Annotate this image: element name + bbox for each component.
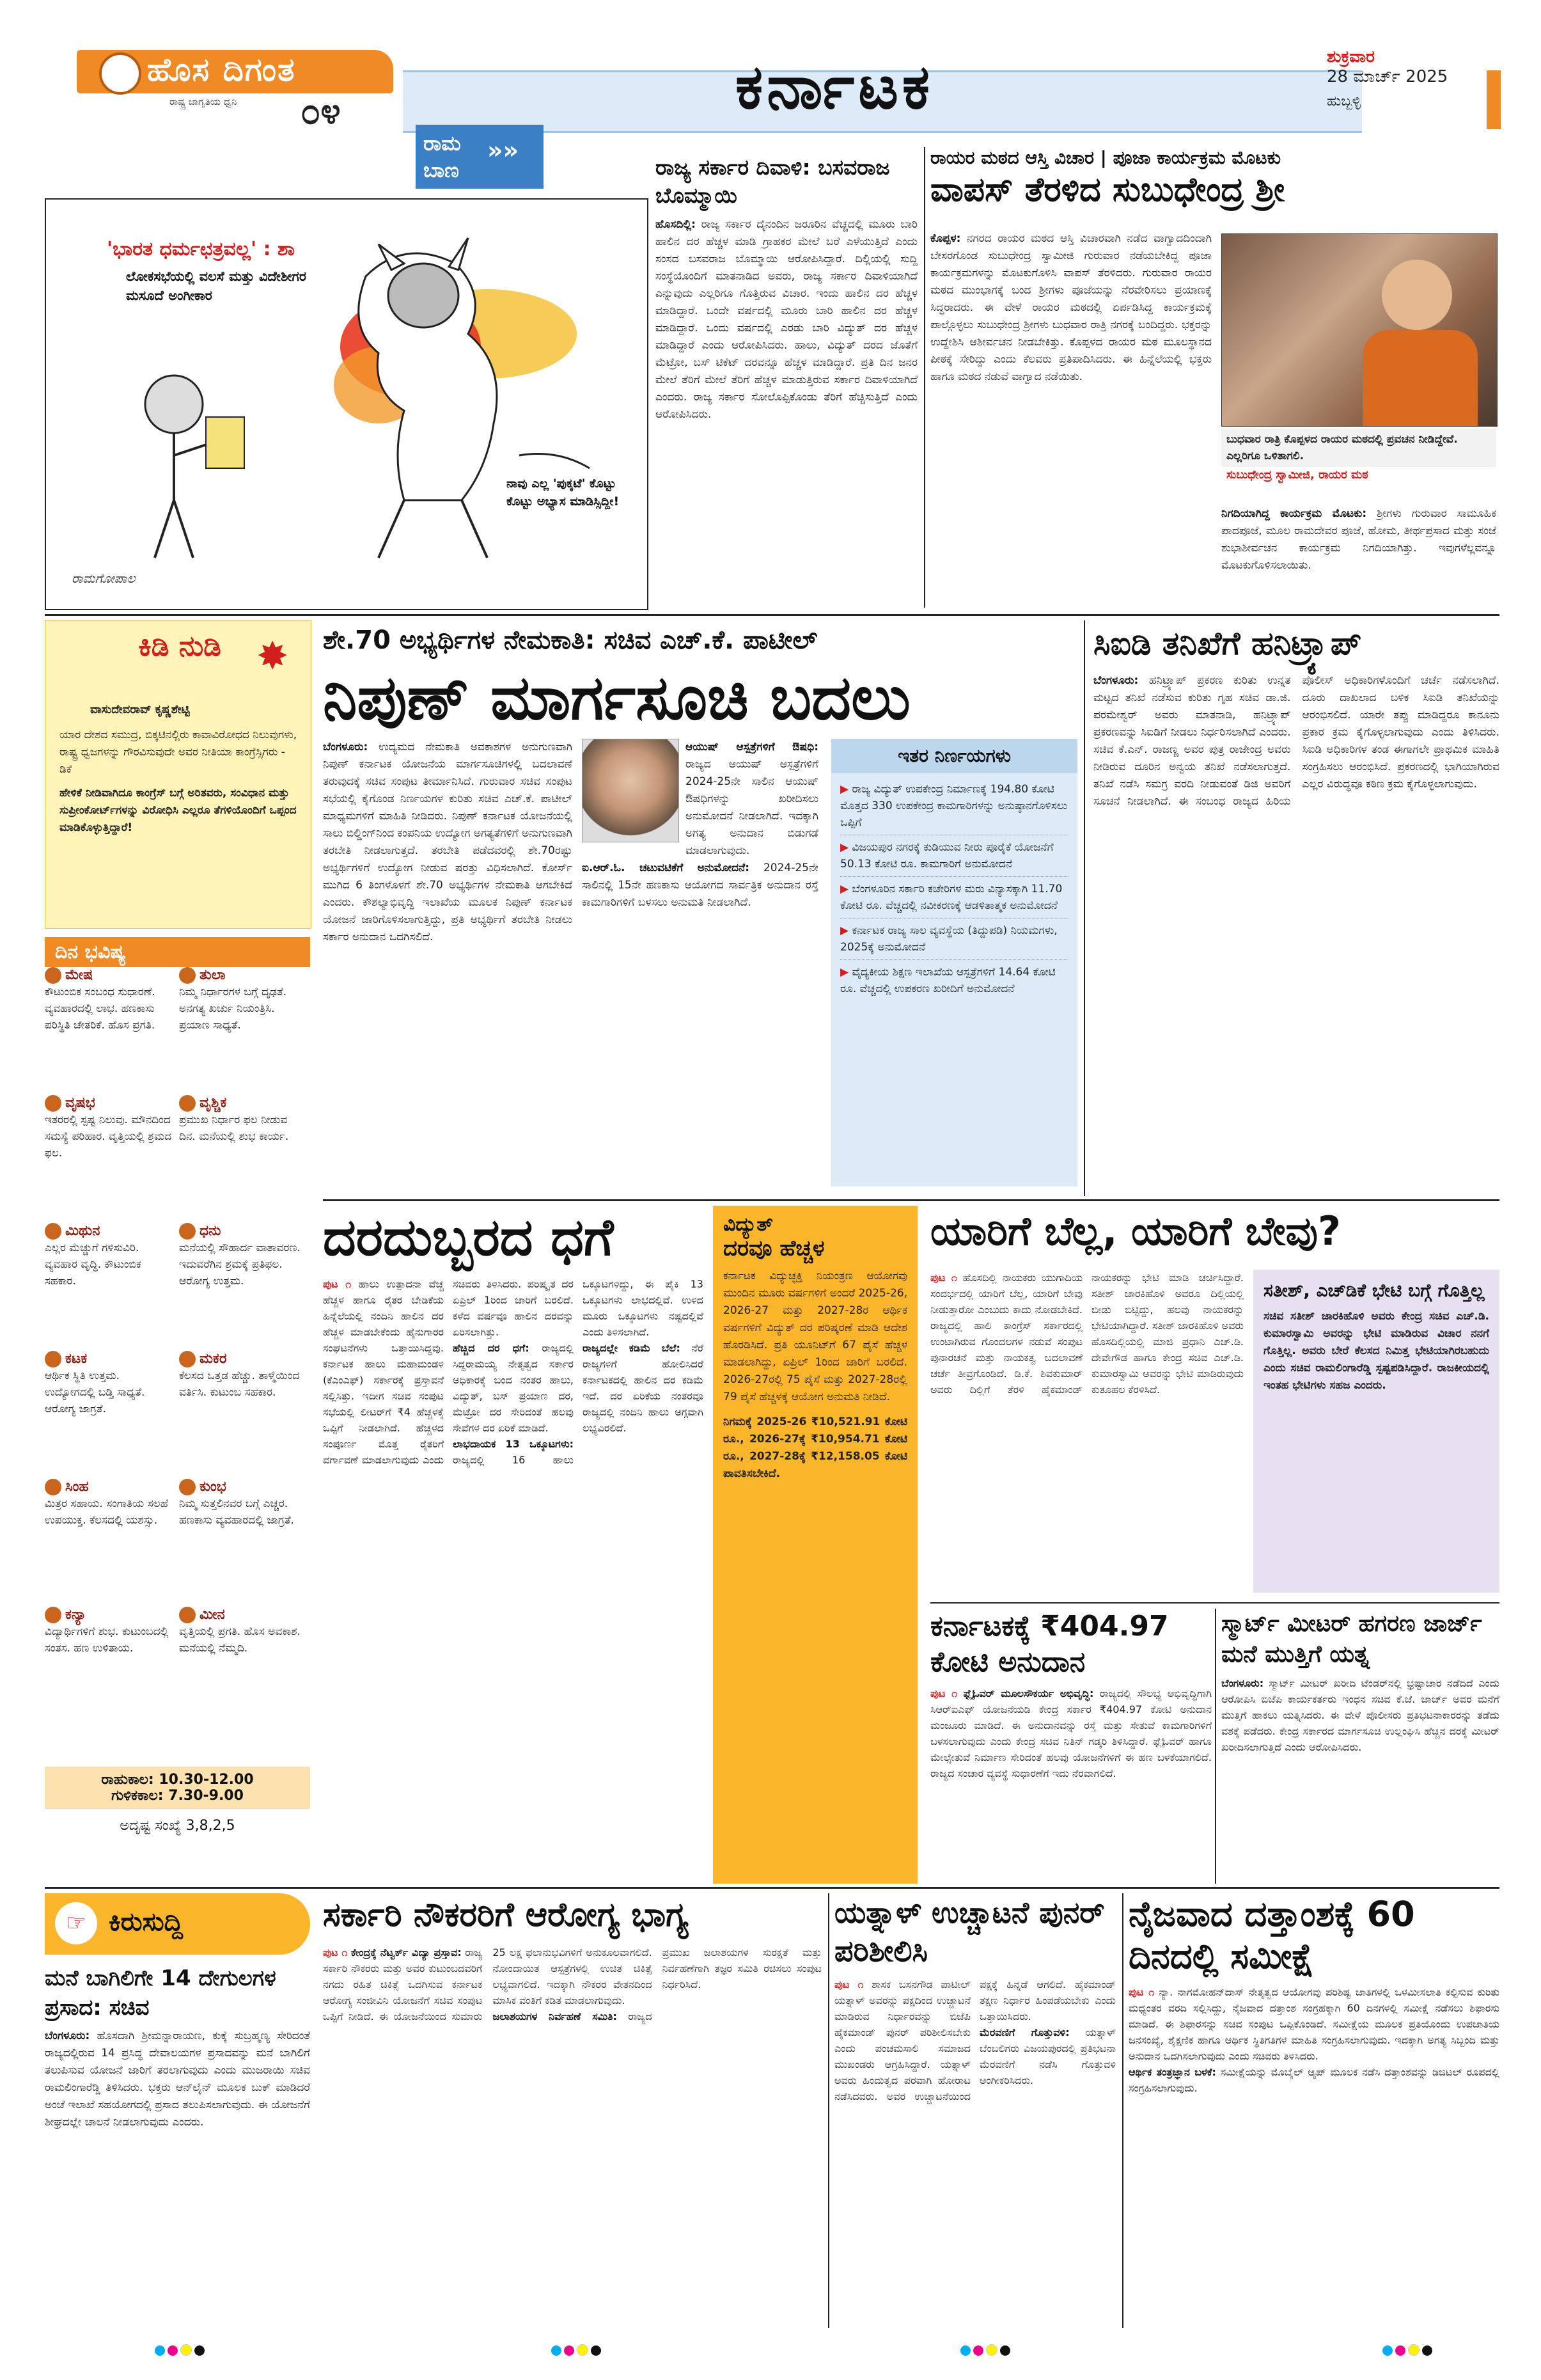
story-body: ರಾಜ್ಯ ಸರ್ಕಾರ ದೈನಂದಿನ ಜರೂರಿನ ವೆಚ್ಚದಲ್ಲಿ ಮೂರು ಬಾರಿ ಹಾಲಿನ ದರ ಹೆಚ್ಚಳ ಮಾಡಿ ಗ್ರಾಹಕರ ಮೇಲೆ ಬರೆ ಎಳೆಯುತ್ತಿದೆ ಎಂದು ಸಂಸದ ಬಸವರಾಜ ಬೊಮ್ಮಾಯಿ ಆರೋಪಿಸಿದ್ದಾರೆ. ದಿಲ್ಲಿಯಲ್ಲಿ ಸುದ್ದಿ ಸಂಸ್ಥೆಯೊಂದಿಗೆ ಮಾತನಾಡಿದ ಅವರು, ರಾಜ್ಯ ಸರ್ಕಾರ ದಿವಾಳಿಯಾಗಿದೆ ಎನ್ನುವುದು ಎಲ್ಲರಿಗೂ ಗೊತ್ತಿರುವ ವಿಚಾರ. ಇಂದು ಹಾಲಿನ ದರ ಹೆಚ್ಚಳ ಮಾಡಿದ್ದಾರೆ. ಒಂದೇ ವರ್ಷದಲ್ಲಿ ಮೂರು ಬಾರಿ ಹಾಲಿನ ದರ ಹೆಚ್ಚಳ ಮಾಡಿದ್ದಾರೆ. ಒಂದು ವರ್ಷದಲ್ಲಿ ಎರಡು ಬಾರಿ ವಿದ್ಯುತ್ ದರ ಹೆಚ್ಚಳ ಮಾಡಿದ್ದಾರೆ ಎಂದು ಆರೋಪಿಸಿದರು. ಹಾಲು, ವಿದ್ಯುತ್ ದರದ ಜೊತೆಗೆ ಮೆಟ್ರೋ, ಬಸ್ ಟಿಕೆಟ್ ದರವನ್ನೂ ಹೆಚ್ಚಳ ಮಾಡಿದ್ದಾರೆ. ಪ್ರತಿ ದಿನ ಜನರ ಮೇಲೆ ತೆರಿಗೆ ಮೇಲೆ ತೆರಿಗೆ ಹೆಚ್ಚಳ ಮಾಡುತ್ತಿರುವ ಸರ್ಕಾರ ದಿವಾಳಿಯಾಗಿದೆ ಎಂದರು. ರಾಜ್ಯ ಸರ್ಕಾರ ಸೋಲೊಪ್ಪಿಕೊಂಡು ತೆರಿಗೆ ಹೆಚ್ಚಿಸುತ್ತಿದೆ ಎಂದು ಆರೋಪಿಸಿದರು. [655,218,918,421]
headline[interactable]: ದರವೂ ಹೆಚ್ಚಳ [723,1236,825,1261]
decision-item: ▶ ರಾಜ್ಯ ವಿದ್ಯುತ್ ಉಪಕೇಂದ್ರ ನಿರ್ಮಾಣಕ್ಕೆ 194.80 ಕೋಟಿ ಮೊತ್ತದ 330 ಉಪಕೇಂದ್ರ ಕಾಮಗಾರಿಗಳನ್ನು ಅನುಷ್ಠಾನಗೊಳಿಸಲು ಒಪ್ಪಿಗೆ [840,777,1068,835]
story-bella: ಯಾರಿಗೆ ಬೆಲ್ಲ, ಯಾರಿಗೆ ಬೇವು? ಪುಟ ೧ ಹೊಸದಿಲ್ಲಿ ನಾಯಕರು ಯುಗಾದಿಯ ಸಂದರ್ಭದಲ್ಲಿ ಯಾರಿಗೆ ಬೆಲ್ಲ, ಯಾರಿಗೆ ಬೇವು ನೀಡುತ್ತಾರೋ ಎಂಬುದು ಕಾದು ನೋಡಬೇಕಿದೆ. ರಾಜ್ಯದಲ್ಲಿ ಹಾಲಿ ಕಾಂಗ್ರೆಸ್ ಸರ್ಕಾರದಲ್ಲಿ ಉಂಟಾಗಿರುವ ಗೊಂದಲಗಳ ನಡುವೆ ಸಂಪುಟ ಪುನಾರಚನೆ ಮತ್ತು ನಾಯಕತ್ವ ಬದಲಾವಣೆ ಚರ್ಚೆ ತೀವ್ರಗೊಂಡಿದೆ. ಡಿ.ಕೆ. ಶಿವಕುಮಾರ್ ಅವರು ದಿಲ್ಲಿಗೆ ತೆರಳಿ ಹೈಕಮಾಂಡ್ ನಾಯಕರನ್ನು ಭೇಟಿ ಮಾಡಿ ಚರ್ಚಿಸಿದ್ದಾರೆ. ಸತೀಶ್ ಜಾರಕಿಹೊಳಿ ಅವರೂ ದಿಲ್ಲಿಯಲ್ಲಿ ಬೀಡು ಬಿಟ್ಟಿದ್ದು, ಹಲವು ನಾಯಕರನ್ನು ಭೇಟಿಯಾಗಿದ್ದಾರೆ. ಸತೀಶ್ ಜಾರಕಿಹೊಳಿ ಅವರು ಹೊಸದಿಲ್ಲಿಯಲ್ಲಿ ಮಾಜಿ ಪ್ರಧಾನಿ ಎಚ್.ಡಿ. ದೇವೇಗೌಡ ಹಾಗೂ ಕೇಂದ್ರ ಸಚಿವ ಎಚ್.ಡಿ. ಕುಮಾರಸ್ವಾಮಿ ಅವರನ್ನು ಭೇಟಿ ಮಾಡಿರುವುದು ಕುತೂಹಲ ಕೆರಳಿಸಿದೆ. ಸತೀಶ್, ಎಚ್‌ಡಿಕೆ ಭೇಟಿ ಬಗ್ಗೆ ಗೊತ್ತಿಲ್ಲ ಸಚಿವ ಸತೀಶ್ ಜಾರಕಿಹೊಳಿ ಅವರು ಕೇಂದ್ರ ಸಚಿವ ಎಚ್.ಡಿ. ಕುಮಾರಸ್ವಾಮಿ ಅವರನ್ನು ಭೇಟಿ ಮಾಡಿರುವ ವಿಚಾರ ನನಗೆ ಗೊತ್ತಿಲ್ಲ. ಅವರು ಬೇರೆ ಕೆಲಸದ ನಿಮಿತ್ತ ಭೇಟಿಯಾಗಿರಬಹುದು ಎಂದು ಸಚಿವ ರಾಮಲಿಂಗಾರೆಡ್ಡಿ ಸ್ಪಷ್ಟಪಡಿಸಿದ್ದಾರೆ. ರಾಜಕೀಯದಲ್ಲಿ ಇಂತಹ ಭೇಟಿಗಳು ಸಹಜ ಎಂದರು. [930,1206,1499,1599]
registration-marks [550,2344,602,2358]
sign-mesha: ಮೇಷ ಕೌಟುಂಬಿಕ ಸಂಬಂಧ ಸುಧಾರಣೆ. ವ್ಯವಹಾರದಲ್ಲಿ ಲಾಭ. ಹಣಕಾಸು ಪರಿಸ್ಥಿತಿ ಚೇತರಿಕೆ. ಹೊಸ ಪ್ರಗತಿ. [45,967,155,1032]
decision-item: ▶ ವಿಜಯಪುರ ನಗರಕ್ಕೆ ಕುಡಿಯುವ ನೀರು ಪೂರೈಕೆ ಯೋಜನೆಗೆ 50.13 ಕೋಟಿ ರೂ. ಕಾಮಗಾರಿಗೆ ಅನುಮೋದನೆ [840,835,1068,877]
story-smart-meter: ಸ್ಮಾರ್ಟ್ ಮೀಟರ್ ಹಗರಣ ಜಾರ್ಜ್ ಮನೆ ಮುತ್ತಿಗೆ ಯತ್ನ ಬೆಂಗಳೂರು: ಸ್ಮಾರ್ಟ್ ಮೀಟರ್ ಖರೀದಿ ಟೆಂಡರ್‌ನಲ್ಲಿ ಭ್ರಷ್ಟಾಚಾರ ನಡೆದಿದೆ ಎಂದು ಆರೋಪಿಸಿ ಬಿಜೆಪಿ ಕಾರ್ಯಕರ್ತರು ಇಂಧನ ಸಚಿವ ಕೆ.ಜೆ. ಜಾರ್ಜ್ ಅವರ ಮನೆಗೆ ಮುತ್ತಿಗೆ ಹಾಕಲು ಯತ್ನಿಸಿದರು. ಈ ವೇಳೆ ಪೊಲೀಸರು ಪ್ರತಿಭಟನಾಕಾರರನ್ನು ತಡೆದು ವಶಕ್ಕೆ ಪಡೆದರು. ಕೇಂದ್ರ ಸರ್ಕಾರದ ಮಾರ್ಗಸೂಚಿ ಉಲ್ಲಂಘಿಸಿ ಹೆಚ್ಚಿನ ದರಕ್ಕೆ ಮೀಟರ್ ಖರೀದಿಸಲಾಗುತ್ತಿದೆ ಎಂದು ಆರೋಪಿಸಿದರು. [1221,1609,1499,1884]
taurus-icon [45,1095,61,1112]
box-title: ಇತರ ನಿರ್ಣಯಗಳು [831,739,1077,773]
decision-item: ▶ ಕರ್ನಾಟಕ ರಾಜ್ಯ ಸಾಲ ವ್ಯವಸ್ಥೆಯ (ತಿದ್ದುಪಡಿ) ನಿಯಮಗಳು, 2025ಕ್ಕೆ ಅನುಮೋದನೆ [840,918,1068,960]
headline[interactable]: ಯತ್ನಾಳ್ ಉಚ್ಚಾಟನೆ ಪುನರ್ ಪರಿಶೀಲಿಸಿ [834,1895,1105,1968]
story-bommai [655,154,918,608]
registration-marks [153,2344,206,2358]
mugshot [582,739,679,842]
aries-icon [45,967,61,984]
capricorn-icon [179,1351,196,1367]
column-tag: ರಾಮ ಬಾಣ »» [416,125,544,189]
kicker: ರಾಯರ ಮಠದ ಆಸ್ತಿ ವಿಚಾರ | ಪೂಜಾ ಕಾರ್ಯಕ್ರಮ ಮೊಟಕು [930,147,1281,168]
kicker: ವಿದ್ಯುತ್ [723,1213,774,1236]
headline[interactable]: ನಿಪುಣ್ ಮಾರ್ಗಸೂಚಿ ಬದಲು [323,662,911,734]
paper-name: ಹೊಸ ದಿಗಂತ [147,51,296,88]
news-photo [1221,233,1498,427]
scorpio-icon [179,1095,196,1112]
kiru-suddi-header: ☞ ಕಿರುಸುದ್ದಿ [45,1893,310,1955]
story-nipun: ಶೇ.70 ಅಭ್ಯರ್ಥಿಗಳ ನೇಮಕಾತಿ: ಸಚಿವ ಎಚ್.ಕೆ. ಪಾಟೀಲ್ ನಿಪುಣ್ ಮಾರ್ಗಸೂಚಿ ಬದಲು ಬೆಂಗಳೂರು: ಉದ್ಯಮದ ನೇಮಕಾತಿ ಅವಕಾಶಗಳ ಅನುಗುಣವಾಗಿ ನಿಪುಣ್ ಕರ್ನಾಟಕ ಯೋಜನೆಯ ಮಾರ್ಗಸೂಚಿಗಳಲ್ಲಿ ಬದಲಾವಣೆ ತರುವುದಕ್ಕೆ ಸಚಿವ ಸಂಪುಟ ತೀರ್ಮಾನಿಸಿದೆ. ಗುರುವಾರ ಸಚಿವ ಸಂಪುಟ ಸಭೆಯಲ್ಲಿ ಕೈಗೊಂಡ ನಿರ್ಣಯಗಳ ಕುರಿತು ಸಚಿವ ಎಚ್.ಕೆ. ಪಾಟೀಲ್ ಮಾಧ್ಯಮಗಳಿಗೆ ಮಾಹಿತಿ ನೀಡಿದರು. ನಿಪುಣ್ ಕರ್ನಾಟಕ ಯೋಜನೆಯಲ್ಲಿ ಸಾಲು ಬಿಲ್ಡಿಂಗ್‌ನಿಂದ ಕಂಪನಿಯ ಉದ್ಯೋಗ ಅಗತ್ಯತೆಗಳಿಗೆ ಅನುಗುಣವಾಗಿ ತರಬೇತಿ ನೀಡಲಾಗುತ್ತದೆ. ತರಬೇತಿ ಪಡೆದವರಲ್ಲಿ ಶೇ.70ರಷ್ಟು ಅಭ್ಯರ್ಥಿಗಳಿಗೆ ಉದ್ಯೋಗ ನೀಡುವ ಷರತ್ತು ವಿಧಿಸಲಾಗಿದೆ. ಕೋರ್ಸ್ ಮುಗಿದ 6 ತಿಂಗಳೊಳಗೆ ಶೇ.70 ಅಭ್ಯರ್ಥಿಗಳ ನೇಮಕಾತಿ ಆಗಬೇಕಿದೆ ಎಂದರು. ಕೌಶಲ್ಯಾಭಿವೃದ್ಧಿ ಇಲಾಖೆಯ ಮೂಲಕ ನಿಪುಣ್ ಕರ್ನಾಟಕ ಯೋಜನೆ ಜಾರಿಗೊಳಿಸಲಾಗುತ್ತಿದ್ದು, ಪ್ರತಿ ಅಭ್ಯರ್ಥಿಗೆ ತರಬೇತಿ ನೀಡಲು ಸರ್ಕಾರ ಅನುದಾನ ಒದಗಿಸಲಿದೆ. ಆಯುಷ್ ಆಸ್ಪತ್ರೆಗಳಿಗೆ ಔಷಧಿ: ರಾಜ್ಯದ ಆಯುಷ್ ಆಸ್ಪತ್ರೆಗಳಿಗೆ 2024-25ನೇ ಸಾಲಿನ ಆಯುಷ್ ಔಷಧಿಗಳನ್ನು ಖರೀದಿಸಲು ಅನುಮೋದನೆ ನೀಡಲಾಗಿದೆ. ಇದಕ್ಕಾಗಿ ಅಗತ್ಯ ಅನುದಾನ ಬಿಡುಗಡೆ ಮಾಡಲಾಗುವುದು. ಐ.ಆರ್.ಓ. ಚಟುವಟಿಕೆಗೆ ಅನುಮೋದನೆ: 2024-25ನೇ ಸಾಲಿನಲ್ಲಿ 15ನೇ ಹಣಕಾಸು ಆಯೋಗದ ಸಾರ್ವತ್ರಿಕ ಅನುದಾನ ರಸ್ತೆ ಕಾಮಗಾರಿಗಳಿಗೆ ಬಳಸಲು ಅನುಮತಿ ನೀಡಲಾಗಿದೆ. ಇತರ ನಿರ್ಣಯಗಳು ▶ ರಾಜ್ಯ ವಿದ್ಯುತ್ ಉಪಕೇಂದ್ರ ನಿರ್ಮಾಣಕ್ಕೆ 194.80 ಕೋಟಿ ಮೊತ್ತದ 330 ಉಪಕೇಂದ್ರ ಕಾಮಗಾರಿಗಳನ್ನು ಅನುಷ್ಠಾನಗೊಳಿಸಲು ಒಪ್ಪಿಗೆ ▶ ವಿಜಯಪುರ ನಗರಕ್ಕೆ ಕುಡಿಯುವ ನೀರು ಪೂರೈಕೆ ಯೋಜನೆಗೆ 50.13 ಕೋಟಿ ರೂ. ಕಾಮಗಾರಿಗೆ ಅನುಮೋದನೆ ▶ ಬೆಂಗಳೂರಿನ ಸರ್ಕಾರಿ ಕಚೇರಿಗಳ ಮರು ವಿನ್ಯಾಸಕ್ಕಾಗಿ 11.70 ಕೋಟಿ ರೂ. ವೆಚ್ಚದಲ್ಲಿ ನವೀಕರಣಕ್ಕೆ ಆಡಳಿತಾತ್ಮಕ ಅನುಮೋದನೆ ▶ ಕರ್ನಾಟಕ ರಾಜ್ಯ ಸಾಲ ವ್ಯವಸ್ಥೆಯ (ತಿದ್ದುಪಡಿ) ನಿಯಮಗಳು, 2025ಕ್ಕೆ ಅನುಮೋದನೆ ▶ ವೈದ್ಯಕೀಯ ಶಿಕ್ಷಣ ಇಲಾಖೆಯ ಆಸ್ಪತ್ರೆಗಳಿಗೆ 14.64 ಕೋಟಿ ರೂ. ವೆಚ್ಚದಲ್ಲಿ ಉಪಕರಣ ಖರೀದಿಗೆ ಅನುಮೋದನೆ [323,624,1077,1196]
cartoon-panel [45,198,648,610]
megaphone-icon: ☞ [55,1902,97,1944]
paper-tagline: ರಾಷ್ಟ್ರ ಜಾಗೃತಿಯ ಧ್ವನಿ [169,96,237,107]
virgo-icon [45,1607,61,1623]
decision-item: ▶ ಬೆಂಗಳೂರಿನ ಸರ್ಕಾರಿ ಕಚೇರಿಗಳ ಮರು ವಿನ್ಯಾಸಕ್ಕಾಗಿ 11.70 ಕೋಟಿ ರೂ. ವೆಚ್ಚದಲ್ಲಿ ನವೀಕರಣಕ್ಕೆ ಆಡಳಿತಾತ್ಮಕ ಅನುಮೋದನೆ [840,877,1068,918]
lucky-numbers: ಅದೃಷ್ಟ ಸಂಖ್ಯೆ 3,8,2,5 [120,1818,235,1834]
cartoon-caption-sub: ಲೋಕಸಭೆಯಲ್ಲಿ ವಲಸೆ ಮತ್ತು ವಿದೇಶೀಗರ ಮಸೂದೆ ಅಂಗೀಕಾರ [126,269,306,303]
page-number: ೦೪ [301,91,341,132]
sagittarius-icon [179,1223,196,1240]
chevron-right-icon: »» [487,136,519,164]
story-body: ನಗರದ ರಾಯರ ಮಠದ ಆಸ್ತಿ ವಿಚಾರವಾಗಿ ನಡೆದ ವಾಗ್ವಾದದಿಂದಾಗಿ ಬೇಸರಗೊಂಡ ಸುಬುಧೇಂದ್ರ ಸ್ವಾಮೀಜಿ ಗುರುವಾರ ನಡೆಯಬೇಕಿದ್ದ ಪೂಜಾ ಕಾರ್ಯಕ್ರಮಗಳನ್ನು ಮೊಟಕುಗೊಳಿಸಿ ವಾಪಸ್ ತೆರಳಿದರು. ಗುರುವಾರ ರಾಯರ ಮಠದ ಮುಂಭಾಗಕ್ಕೆ ಬಂದ ಶ್ರೀಗಳು ಪೂಜೆಯನ್ನು ನೆರವೇರಿಸಲು ಪ್ರಯಾಣಕ್ಕೆ ಸಿದ್ಧರಾದರು. ಈ ವೇಳೆ ರಾಯರ ಮಠದಲ್ಲಿ ಏರ್ಪಡಿಸಿದ್ದ ಕಾರ್ಯಕ್ರಮಕ್ಕೆ ಪಾಲ್ಗೊಳ್ಳಲು ಸುಬುಧೇಂದ್ರ ಶ್ರೀಗಳು ಬುಧವಾರ ರಾತ್ರಿ ನಗರಕ್ಕೆ ಬಂದಿದ್ದರು. ಭಕ್ತರನ್ನು ಉದ್ದೇಶಿಸಿ ಆಶೀರ್ವಚನ ನೀಡಬೇಕಿತ್ತು. ಕೊಪ್ಪಳದ ರಾಯರ ಮಠ ಮೂಲಸ್ಥಾನದ ಪೀಠಕ್ಕೆ ಸೇರಿದ್ದು ಎಂದು ಕೆಲವರು ಪ್ರತಿಪಾದಿಸಿದರು. ಈ ಹಿನ್ನೆಲೆಯಲ್ಲಿ ಭಕ್ತರು ಹಾಗೂ ಮಠದ ನಡುವೆ ವಾಗ್ವಾದ ನಡೆಯಿತು. [930,232,1212,383]
kicker: ಶೇ.70 ಅಭ್ಯರ್ಥಿಗಳ ನೇಮಕಾತಿ: ಸಚಿವ ಎಚ್.ಕೆ. ಪಾಟೀಲ್ [323,626,818,655]
sign-vrishabha: ವೃಷಭ ಇತರರಲ್ಲಿ ಸ್ಪಷ್ಟ ನಿಲುವು. ಮೌನದಿಂದ ಸಮಸ್ಯೆ ಪರಿಹಾರ. ವೃತ್ತಿಯಲ್ಲಿ ಶ್ರಮದ ಫಲ. [45,1095,172,1160]
headline[interactable]: ಯಾರಿಗೆ ಬೆಲ್ಲ, ಯಾರಿಗೆ ಬೇವು? [930,1208,1341,1254]
horoscope-grid [45,967,310,1767]
arrow-icon: ▶ [840,966,852,979]
cartoon-speech-bubble: ನಾವು ಎಲ್ಲ 'ಪುಕ್ಕಟೆ' ಕೊಟ್ಟು ಕೊಟ್ಟು ಅಭ್ಯಾಸ ಮಾಡಿಸ್ಸಿದ್ದೀ! [506,477,620,508]
cartoon-caption-title: 'ಭಾರತ ಧರ್ಮಛತ್ರವಲ್ಲ' : ಶಾ [107,238,295,260]
sign-kataka: ಕಟಕ ಆರ್ಥಿಕ ಸ್ಥಿತಿ ಉತ್ತಮ. ಉದ್ಯೋಗದಲ್ಲಿ ಬಡ್ತಿ ಸಾಧ್ಯತೆ. ಆರೋಗ್ಯ ಜಾಗ್ರತೆ. [45,1351,145,1415]
sign-kanya: ಕನ್ಯಾ ವಿದ್ಯಾರ್ಥಿಗಳಿಗೆ ಶುಭ. ಕುಟುಂಬದಲ್ಲಿ ಸಂತಸ. ಹಣ ಉಳಿತಾಯ. [45,1607,169,1655]
pisces-icon [179,1607,196,1623]
paper-logo [45,45,403,134]
logo-emblem-icon [99,52,141,95]
dateline: ಕೊಪ್ಪಳ: [930,232,961,245]
power-rate-box: ವಿದ್ಯುತ್ ದರವೂ ಹೆಚ್ಚಳ ಕರ್ನಾಟಕ ವಿದ್ಯುಚ್ಛಕ್ತಿ ನಿಯಂತ್ರಣ ಆಯೋಗವು ಮುಂದಿನ ಮೂರು ವರ್ಷಗಳಿಗೆ ಅಂದರೆ 2025-26, 2026-27 ಮತ್ತು 2027-28ರ ಆರ್ಥಿಕ ವರ್ಷಗಳಿಗೆ ವಿದ್ಯುತ್ ದರ ಪರಿಷ್ಕರಣೆ ಮಾಡಿ ಆದೇಶ ಹೊರಡಿಸಿದೆ. ಪ್ರತಿ ಯೂನಿಟ್‌ಗೆ 67 ಪೈಸೆ ಹೆಚ್ಚಳ ಮಾಡಲಾಗಿದ್ದು, ಏಪ್ರಿಲ್ 1ರಿಂದ ಜಾರಿಗೆ ಬರಲಿದೆ. 2026-27ರಲ್ಲಿ 75 ಪೈಸೆ ಮತ್ತು 2027-28ರಲ್ಲಿ 79 ಪೈಸೆ ಹೆಚ್ಚಳಕ್ಕೆ ಆಯೋಗ ಅನುಮತಿ ನೀಡಿದೆ. ನಿಗಮಕ್ಕೆ 2025-26 ₹10,521.91 ಕೋಟಿ ರೂ., 2026-27ಕ್ಕೆ ₹10,954.71 ಕೋಟಿ ರೂ., 2027-28ಕ್ಕೆ ₹12,158.05 ಕೋಟಿ ಪಾವತಿಸಬೇಕಿದೆ. [713,1206,918,1884]
kala-box: ರಾಹುಕಾಲ: 10.30-12.00 ಗುಳಿಕಕಾಲ: 7.30-9.00 [45,1767,310,1809]
story-prices: ದರದುಬ್ಬರದ ಧಗೆ ಪುಟ ೧ ಹಾಲು ಉತ್ಪಾದನಾ ವೆಚ್ಚ ಹೆಚ್ಚಳ ಹಾಗೂ ರೈತರ ಬೇಡಿಕೆಯ ಹಿನ್ನೆಲೆಯಲ್ಲಿ ನಂದಿನಿ ಹಾಲಿನ ದರ ಹೆಚ್ಚಳ ಮಾಡಬೇಕೆಂದು ಹೈನುಗಾರರ ಸಂಘಟನೆಗಳು ಒತ್ತಾಯಿಸಿದ್ದವು. ಕರ್ನಾಟಕ ಹಾಲು ಮಹಾಮಂಡಳಿ (ಕೆಎಂಎಫ್) ಸರ್ಕಾರಕ್ಕೆ ಪ್ರಸ್ತಾವನೆ ಸಲ್ಲಿಸಿತ್ತು. ಇದೀಗ ಸಚಿವ ಸಂಪುಟ ಸಭೆಯಲ್ಲಿ ಲೀಟರ್‌ಗೆ ₹4 ಹೆಚ್ಚಳಕ್ಕೆ ಒಪ್ಪಿಗೆ ನೀಡಲಾಗಿದೆ. ಹೆಚ್ಚಳದ ಸಂಪೂರ್ಣ ಮೊತ್ತ ರೈತರಿಗೆ ವರ್ಗಾವಣೆ ಮಾಡಲಾಗುವುದು ಎಂದು ಸಚಿವರು ತಿಳಿಸಿದರು. ಪರಿಷ್ಕೃತ ದರ ಏಪ್ರಿಲ್ 1ರಿಂದ ಜಾರಿಗೆ ಬರಲಿದೆ. ಕಳೆದ ವರ್ಷವೂ ಹಾಲಿನ ದರವನ್ನು ಏರಿಸಲಾಗಿತ್ತು. ಹೆಚ್ಚಿದ ದರ ಧಗೆ: ರಾಜ್ಯದಲ್ಲಿ ಸಿದ್ದರಾಮಯ್ಯ ನೇತೃತ್ವದ ಸರ್ಕಾರ ಅಧಿಕಾರಕ್ಕೆ ಬಂದ ನಂತರ ಹಾಲು, ವಿದ್ಯುತ್, ಬಸ್ ಪ್ರಯಾಣ ದರ, ಮೆಟ್ರೋ ದರ ಸೇರಿದಂತೆ ಹಲವು ಸೇವೆಗಳ ದರ ಏರಿಕೆ ಮಾಡಿದೆ. ಲಾಭದಾಯಕ 13 ಒಕ್ಕೂಟಗಳು: ರಾಜ್ಯದಲ್ಲಿ 16 ಹಾಲು ಒಕ್ಕೂಟಗಳಿದ್ದು, ಈ ಪೈಕಿ 13 ಒಕ್ಕೂಟಗಳು ಲಾಭದಲ್ಲಿವೆ. ಉಳಿದ ಮೂರು ಒಕ್ಕೂಟಗಳು ನಷ್ಟದಲ್ಲಿವೆ ಎಂದು ತಿಳಿಸಲಾಗಿದೆ. ರಾಜ್ಯದಲ್ಲೇ ಕಡಿಮೆ ಬೆಲೆ: ನೆರೆ ರಾಜ್ಯಗಳಿಗೆ ಹೋಲಿಸಿದರೆ ಕರ್ನಾಟಕದಲ್ಲಿ ಹಾಲಿನ ದರ ಕಡಿಮೆ ಇದೆ. ದರ ಏರಿಕೆಯ ನಂತರವೂ ರಾಜ್ಯದಲ್ಲಿ ನಂದಿನಿ ಹಾಲು ಅಗ್ಗವಾಗಿ ಲಭ್ಯವಿರಲಿದೆ. [323,1206,703,1884]
headline[interactable]: ನೈಜವಾದ ದತ್ತಾಂಶಕ್ಕೆ 60 ದಿನದಲ್ಲಿ ಸಮೀಕ್ಷೆ [1129,1894,1415,1976]
headline[interactable]: ಮನೆ ಬಾಗಿಲಿಗೇ 14 ದೇಗುಲಗಳ ಪ್ರಸಾದ: ಸಚಿವ [45,1966,276,2021]
sign-dhanu: ಧನು ಮನೆಯಲ್ಲಿ ಸೌಹಾರ್ದ ವಾತಾವರಣ. ಇದುವರೆಗಿನ ಶ್ರಮಕ್ಕೆ ಪ್ರತಿಫಲ. ಆರೋಗ್ಯ ಉತ್ತಮ. [179,1223,301,1288]
leo-icon [45,1479,61,1495]
libra-icon [179,967,196,984]
sign-meena: ಮೀನ ವೃತ್ತಿಯಲ್ಲಿ ಪ್ರಗತಿ. ಹೊಸ ಅವಕಾಶ. ಮನೆಯಲ್ಲಿ ನೆಮ್ಮದಿ. [179,1607,301,1655]
headline[interactable]: ಕರ್ನಾಟಕಕ್ಕೆ ₹404.97 ಕೋಟಿ ಅನುದಾನ [930,1610,1169,1678]
other-decisions-box [831,739,1077,1186]
headline[interactable]: ವಾಪಸ್ ತೆರಳಿದ ಸುಬುಧೇಂದ್ರ ಶ್ರೀ [930,171,1285,209]
sign-simha: ಸಿಂಹ ಮಿತ್ರರ ಸಹಾಯ. ಸಂಗಾತಿಯ ಸಲಹೆ ಉಪಯುಕ್ತ. ಕೆಲಸದಲ್ಲಿ ಯಶಸ್ಸು. [45,1479,169,1527]
cartoon-illustration [46,200,647,609]
horoscope-title: ದಿನ ಭವಿಷ್ಯ [45,937,310,967]
spark-icon: ✸ [256,634,289,679]
cartoon-artist-signature: ರಾಮಗೋಪಾಲ [72,571,136,586]
sign-tula: ತುಲಾ ನಿಮ್ಮ ನಿರ್ಧಾರಗಳ ಬಗ್ಗೆ ದೃಢತೆ. ಅನಗತ್ಯ ಖರ್ಚು ನಿಯಂತ್ರಿಸಿ. ಪ್ರಯಾಣ ಸಾಧ್ಯತೆ. [179,967,287,1032]
kidi-nudi-title: ಕಿಡಿ ನುಡಿ [138,630,221,663]
registration-marks [1381,2344,1434,2358]
decision-item: ▶ ವೈದ್ಯಕೀಯ ಶಿಕ್ಷಣ ಇಲಾಖೆಯ ಆಸ್ಪತ್ರೆಗಳಿಗೆ 14.64 ಕೋಟಿ ರೂ. ವೆಚ್ಚದಲ್ಲಿ ಉಪಕರಣ ಖರೀದಿಗೆ ಅನುಮೋದನೆ [840,966,1056,995]
registration-marks [959,2344,1012,2358]
cancer-icon [45,1351,61,1367]
byline: ವಾಸುದೇವರಾವ್ ಕೃಷ್ಣಶೇಟ್ಟಿ [90,703,190,716]
section-title: ಕರ್ನಾಟಕ [735,51,934,123]
aquarius-icon [179,1479,196,1495]
headline[interactable]: ದರದುಬ್ಬರದ ಧಗೆ [323,1208,614,1267]
date-label: 28 ಮಾರ್ಚ್ 2025 [1327,67,1448,86]
sign-kumbha: ಕುಂಭ ನಿಮ್ಮ ಸುತ್ತಲಿನವರ ಬಗ್ಗೆ ಎಚ್ಚರ. ಹಣಕಾಸು ವ್ಯವಹಾರದಲ್ಲಿ ಜಾಗ್ರತೆ. [179,1479,294,1527]
story-grant: ಕರ್ನಾಟಕಕ್ಕೆ ₹404.97 ಕೋಟಿ ಅನುದಾನ ಪುಟ ೧ ಫ್ಲೈಓವರ್ ಮೂಲಸೌಕರ್ಯ ಅಭಿವೃದ್ಧಿ: ರಾಜ್ಯದಲ್ಲಿ ಸೌಲಭ್ಯ ಅಭಿವೃದ್ಧಿಗಾಗಿ ಸಿಆರ್‌ಐಎಫ್ ಯೋಜನೆಯಡಿ ಕೇಂದ್ರ ಸರ್ಕಾರ ₹404.97 ಕೋಟಿ ಅನುದಾನ ಮಂಜೂರು ಮಾಡಿದೆ. ಈ ಅನುದಾನವನ್ನು ರಸ್ತೆ ಮತ್ತು ಸೇತುವೆ ಕಾಮಗಾರಿಗಳಿಗೆ ಬಳಸಲಾಗುವುದು ಎಂದು ಕೇಂದ್ರ ಸಚಿವ ನಿತಿನ್ ಗಡ್ಕರಿ ತಿಳಿಸಿದ್ದಾರೆ. ಫ್ಲೈಓವರ್ ಹಾಗೂ ಮೇಲ್ಸೇತುವೆ ನಿರ್ಮಾಣ ಸೇರಿದಂತೆ ಹಲವು ಯೋಜನೆಗಳಿಗೆ ಈ ಹಣ ಬಳಕೆಯಾಗಲಿದೆ. ರಾಜ್ಯದ ಸಂಚಾರ ವ್ಯವಸ್ಥೆ ಸುಧಾರಣೆಗೆ ಇದು ನೆರವಾಗಲಿದೆ. [930,1610,1212,1779]
masthead [45,45,1499,141]
kidi-nudi-box: ಕಿಡಿ ನುಡಿ ✸ ವಾಸುದೇವರಾವ್ ಕೃಷ್ಣಶೇಟ್ಟಿ ಯಾರ ದೇಶದ ಸಮುದ್ರ, ಬಿಕ್ಕಟಿನಲ್ಲಿರು ಕಾವಾವಿರೋಧದ ನಿಲುವುಗಳು, ರಾಷ್ಟ್ರ ಧ್ವಜಗಳನ್ನು ಗೌರವಿಸುವುದೇ ಅವರ ನೀತಿಯಾ ಕಾಂಗ್ರೆಸ್ಸಿಗರು - ಡಿಕೆ ಹೇಳಿಕೆ ನೀಡಿವಾಗಿದೂ ಕಾಂಗ್ರೆಸ್ ಬಗ್ಗೆ ಅರಿತವರು, ಸಂವಿಧಾನ ಮತ್ತು ಸುಪ್ರೀಂಕೋರ್ಟ್‌ಗಳನ್ನು ವಿರೋಧಿಸಿ ಎಲ್ಲರೂ ತೆಗಳಿಯೊಂದಿಗೆ ಒಪ್ಪಂದ ಮಾಡಿಕೊಳ್ಳುತ್ತಿದ್ದಾರೆ! [45,620,311,929]
arrow-icon: ▶ [840,841,852,854]
photo-person-icon [1382,260,1452,330]
date-block [1327,47,1467,109]
headline[interactable]: ರಾಜ್ಯ ಸರ್ಕಾರ ದಿವಾಳಿ: ಬಸವರಾಜ ಬೊಮ್ಮಾಯಿ [655,155,890,208]
dateline: ಹೊಸದಿಲ್ಲಿ: [655,218,696,231]
sign-vrishchika: ವೃಶ್ಚಿಕ ಪ್ರಮುಖ ನಿರ್ಧಾರ ಫಲ ನೀಡುವ ದಿನ. ಮನೆಯಲ್ಲಿ ಶುಭ ಕಾರ್ಯ. [179,1095,289,1143]
sign-mithuna: ಮಿಥುನ ಎಲ್ಲರ ಮೆಚ್ಚುಗೆ ಗಳಿಸುವಿರಿ. ವ್ಯವಹಾರ ವೃದ್ಧಿ. ಕೌಟುಂಬಿಕ ಸಹಕಾರ. [45,1223,141,1288]
arrow-icon: ▶ [840,883,852,895]
story-health: ಸರ್ಕಾರಿ ನೌಕರರಿಗೆ ಆರೋಗ್ಯ ಭಾಗ್ಯ ಪುಟ ೧ ಕೇಂದ್ರಕ್ಕೆ ನೆಟ್ವರ್ಕ್ ವಿದ್ಯಾ ಪ್ರಸ್ತಾವ: ರಾಜ್ಯ ಸರ್ಕಾರಿ ನೌಕರರು ಮತ್ತು ಅವರ ಕುಟುಂಬದವರಿಗೆ ನಗದು ರಹಿತ ಚಿಕಿತ್ಸೆ ಒದಗಿಸುವ ಕರ್ನಾಟಕ ಆರೋಗ್ಯ ಸಂಜೀವಿನಿ ಯೋಜನೆಗೆ ಸಚಿವ ಸಂಪುಟ ಒಪ್ಪಿಗೆ ನೀಡಿದೆ. ಈ ಯೋಜನೆಯಿಂದ ಸುಮಾರು 25 ಲಕ್ಷ ಫಲಾನುಭವಿಗಳಿಗೆ ಅನುಕೂಲವಾಗಲಿದೆ. ನೋಂದಾಯಿತ ಆಸ್ಪತ್ರೆಗಳಲ್ಲಿ ಉಚಿತ ಚಿಕಿತ್ಸೆ ಲಭ್ಯವಾಗಲಿದೆ. ಇದಕ್ಕಾಗಿ ನೌಕರರ ವೇತನದಿಂದ ಮಾಸಿಕ ವಂತಿಗೆ ಕಡಿತ ಮಾಡಲಾಗುವುದು. ಜಲಾಶಯಗಳ ನಿರ್ವಹಣೆ ಸಮಿತಿ: ರಾಜ್ಯದ ಪ್ರಮುಖ ಜಲಾಶಯಗಳ ಸುರಕ್ಷತೆ ಮತ್ತು ನಿರ್ವಹಣೆಗಾಗಿ ತಜ್ಞರ ಸಮಿತಿ ರಚಿಸಲು ಸಂಪುಟ ನಿರ್ಧರಿಸಿದೆ. [323,1893,822,2328]
story-data-survey: ನೈಜವಾದ ದತ್ತಾಂಶಕ್ಕೆ 60 ದಿನದಲ್ಲಿ ಸಮೀಕ್ಷೆ ಪುಟ ೧ ನ್ಯಾ. ನಾಗಮೋಹನ್‌ದಾಸ್ ನೇತೃತ್ವದ ಆಯೋಗವು ಪರಿಶಿಷ್ಟ ಜಾತಿಗಳಲ್ಲಿ ಒಳಮೀಸಲಾತಿ ಕಲ್ಪಿಸುವ ಕುರಿತು ಮಧ್ಯಂತರ ವರದಿ ಸಲ್ಲಿಸಿದ್ದು, ನೈಜವಾದ ದತ್ತಾಂಶ ಸಂಗ್ರಹಕ್ಕಾಗಿ 60 ದಿನಗಳಲ್ಲಿ ಸಮೀಕ್ಷೆ ನಡೆಸಲು ಶಿಫಾರಸು ಮಾಡಿದೆ. ಈ ಶಿಫಾರಸನ್ನು ಸಚಿವ ಸಂಪುಟ ಒಪ್ಪಿಕೊಂಡಿದೆ. ಸಮೀಕ್ಷೆಯ ಮೂಲಕ ಪ್ರತಿಯೊಂದು ಉಪಜಾತಿಯ ಜನಸಂಖ್ಯೆ, ಶೈಕ್ಷಣಿಕ ಹಾಗೂ ಆರ್ಥಿಕ ಸ್ಥಿತಿಗತಿಗಳ ಮಾಹಿತಿ ಸಂಗ್ರಹಿಸಲಾಗುವುದು. ಇದಕ್ಕಾಗಿ ಅಗತ್ಯ ಸಿಬ್ಬಂದಿ ಮತ್ತು ಅನುದಾನ ಒದಗಿಸಲಾಗುವುದು ಎಂದು ಸಚಿವರು ತಿಳಿಸಿದರು. ಆರ್ಥಿಕ ತಂತ್ರಜ್ಞಾನ ಬಳಕೆ: ಸಮೀಕ್ಷೆಯನ್ನು ಮೊಬೈಲ್ ಆ್ಯಪ್ ಮೂಲಕ ನಡೆಸಿ ದತ್ತಾಂಶವನ್ನು ಡಿಜಿಟಲ್ ರೂಪದಲ್ಲಿ ಸಂಗ್ರಹಿಸಲಾಗುವುದು. [1129,1894,1499,2094]
story-honeytrap: ಸಿಐಡಿ ತನಿಖೆಗೆ ಹನಿಟ್ರ್ಯಾಪ್ ಬೆಂಗಳೂರು: ಹನಿಟ್ರ್ಯಾಪ್ ಪ್ರಕರಣ ಕುರಿತು ಉನ್ನತ ಮಟ್ಟದ ತನಿಖೆ ನಡೆಸುವ ಕುರಿತು ಗೃಹ ಸಚಿವ ಡಾ.ಜಿ. ಪರಮೇಶ್ವರ್ ಅವರು ಮಾತನಾಡಿ, ಹನಿಟ್ರ್ಯಾಪ್ ಪ್ರಕರಣವನ್ನು ಸಿಐಡಿಗೆ ನೀಡಲು ನಿರ್ಧರಿಸಲಾಗಿದೆ ಎಂದರು. ಸಚಿವ ಕೆ.ಎನ್. ರಾಜಣ್ಣ ಅವರ ಪುತ್ರ ರಾಜೇಂದ್ರ ಅವರು ನೀಡಿರುವ ದೂರಿನ ಅನ್ವಯ ತನಿಖೆ ನಡೆಸಲಾಗುತ್ತದೆ. ತನಿಖೆ ನಡೆಸಿ ಸಮಗ್ರ ವರದಿ ನೀಡುವಂತೆ ಡಿಜಿ ಅವರಿಗೆ ಸೂಚನೆ ನೀಡಲಾಗಿದೆ. ಈ ಸಂಬಂಧ ರಾಜ್ಯದ ಹಿರಿಯ ಪೊಲೀಸ್ ಅಧಿಕಾರಿಗಳೊಂದಿಗೆ ಚರ್ಚೆ ನಡೆಸಲಾಗಿದೆ. ದೂರು ದಾಖಲಾದ ಬಳಿಕ ಸಿಐಡಿ ತನಿಖೆಯನ್ನು ಆರಂಭಿಸಲಿದೆ. ಯಾರೇ ತಪ್ಪು ಮಾಡಿದ್ದರೂ ಕಾನೂನು ಪ್ರಕಾರ ಕ್ರಮ ಕೈಗೊಳ್ಳಲಾಗುವುದು ಎಂದು ತಿಳಿಸಿದರು. ಸಿಐಡಿ ಅಧಿಕಾರಿಗಳ ತಂಡ ಈಗಾಗಲೇ ಪ್ರಾಥಮಿಕ ಮಾಹಿತಿ ಸಂಗ್ರಹಿಸಲು ಆರಂಭಿಸಿದೆ. ಪ್ರಕರಣದಲ್ಲಿ ಭಾಗಿಯಾಗಿರುವ ಎಲ್ಲರ ವಿರುದ್ಧವೂ ಕಠಿಣ ಕ್ರಮ ಕೈಗೊಳ್ಳಲಾಗುವುದು. [1093,625,1499,808]
headline[interactable]: ಸರ್ಕಾರಿ ನೌಕರರಿಗೆ ಆರೋಗ್ಯ ಭಾಗ್ಯ [323,1896,689,1934]
side-box: ಸತೀಶ್, ಎಚ್‌ಡಿಕೆ ಭೇಟಿ ಬಗ್ಗೆ ಗೊತ್ತಿಲ್ಲ ಸಚಿವ ಸತೀಶ್ ಜಾರಕಿಹೊಳಿ ಅವರು ಕೇಂದ್ರ ಸಚಿವ ಎಚ್.ಡಿ. ಕುಮಾರಸ್ವಾಮಿ ಅವರನ್ನು ಭೇಟಿ ಮಾಡಿರುವ ವಿಚಾರ ನನಗೆ ಗೊತ್ತಿಲ್ಲ. ಅವರು ಬೇರೆ ಕೆಲಸದ ನಿಮಿತ್ತ ಭೇಟಿಯಾಗಿರಬಹುದು ಎಂದು ಸಚಿವ ರಾಮಲಿಂಗಾರೆಡ್ಡಿ ಸ್ಪಷ್ಟಪಡಿಸಿದ್ದಾರೆ. ರಾಜಕೀಯದಲ್ಲಿ ಇಂತಹ ಭೇಟಿಗಳು ಸಹಜ ಎಂದರು. [1253,1270,1499,1593]
photo-caption: ಬುಧವಾರ ರಾತ್ರಿ ಕೊಪ್ಪಳದ ರಾಯರ ಮಠದಲ್ಲಿ ಪ್ರವಚನ ನೀಡಿದ್ದೇವೆ. ಎಲ್ಲರಿಗೂ ಒಳಿತಾಗಲಿ. ಸುಬುಧೇಂದ್ರ ಸ್ವಾಮೀಜಿ, ರಾಯರ ಮಠ [1221,429,1496,483]
story-yatnal: ಯತ್ನಾಳ್ ಉಚ್ಚಾಟನೆ ಪುನರ್ ಪರಿಶೀಲಿಸಿ ಪುಟ ೧ ಶಾಸಕ ಬಸನಗೌಡ ಪಾಟೀಲ್ ಯತ್ನಾಳ್ ಅವರನ್ನು ಪಕ್ಷದಿಂದ ಉಚ್ಚಾಟನೆ ಮಾಡಿರುವ ನಿರ್ಧಾರವನ್ನು ಬಿಜೆಪಿ ಹೈಕಮಾಂಡ್ ಪುನರ್ ಪರಿಶೀಲಿಸಬೇಕು ಎಂದು ಪಂಚಮಸಾಲಿ ಸಮಾಜದ ಮುಖಂಡರು ಆಗ್ರಹಿಸಿದ್ದಾರೆ. ಯತ್ನಾಳ್ ಅವರು ಹಿಂದುತ್ವದ ಪರವಾಗಿ ಹೋರಾಟ ನಡೆಸಿದವರು. ಅವರ ಉಚ್ಚಾಟನೆಯಿಂದ ಪಕ್ಷಕ್ಕೆ ಹಿನ್ನಡೆ ಆಗಲಿದೆ. ಹೈಕಮಾಂಡ್ ತಕ್ಷಣ ನಿರ್ಧಾರ ಹಿಂಪಡೆಯಬೇಕು ಎಂದು ಒತ್ತಾಯಿಸಿದರು. ಮೆರವಣಿಗೆ ಗೊತ್ತುವಳಿ: ಯತ್ನಾಳ್ ಬೆಂಬಲಿಗರು ವಿಜಯಪುರದಲ್ಲಿ ಪ್ರತಿಭಟನಾ ಮೆರವಣಿಗೆ ನಡೆಸಿ ಗೊತ್ತುವಳಿ ಅಂಗೀಕರಿಸಿದರು. [834,1893,1116,2328]
arrow-icon: ▶ [840,783,852,796]
story-subudhendra: ರಾಯರ ಮಠದ ಆಸ್ತಿ ವಿಚಾರ | ಪೂಜಾ ಕಾರ್ಯಕ್ರಮ ಮೊಟಕು ವಾಪಸ್ ತೆರಳಿದ ಸುಬುಧೇಂದ್ರ ಶ್ರೀ ಕೊಪ್ಪಳ: ನಗರದ ರಾಯರ ಮಠದ ಆಸ್ತಿ ವಿಚಾರವಾಗಿ ನಡೆದ ವಾಗ್ವಾದದಿಂದಾಗಿ ಬೇಸರಗೊಂಡ ಸುಬುಧೇಂದ್ರ ಸ್ವಾಮೀಜಿ ಗುರುವಾರ ನಡೆಯಬೇಕಿದ್ದ ಪೂಜಾ ಕಾರ್ಯಕ್ರಮಗಳನ್ನು ಮೊಟಕುಗೊಳಿಸಿ ವಾಪಸ್ ತೆರಳಿದರು. ಗುರುವಾರ ರಾಯರ ಮಠದ ಮುಂಭಾಗಕ್ಕೆ ಬಂದ ಶ್ರೀಗಳು ಪೂಜೆಯನ್ನು ನೆರವೇರಿಸಲು ಪ್ರಯಾಣಕ್ಕೆ ಸಿದ್ಧರಾದರು. ಈ ವೇಳೆ ರಾಯರ ಮಠದಲ್ಲಿ ಏರ್ಪಡಿಸಿದ್ದ ಕಾರ್ಯಕ್ರಮಕ್ಕೆ ಪಾಲ್ಗೊಳ್ಳಲು ಸುಬುಧೇಂದ್ರ ಶ್ರೀಗಳು ಬುಧವಾರ ರಾತ್ರಿ ನಗರಕ್ಕೆ ಬಂದಿದ್ದರು. ಭಕ್ತರನ್ನು ಉದ್ದೇಶಿಸಿ ಆಶೀರ್ವಚನ ನೀಡಬೇಕಿತ್ತು. ಕೊಪ್ಪಳದ ರಾಯರ ಮಠ ಮೂಲಸ್ಥಾನದ ಪೀಠಕ್ಕೆ ಸೇರಿದ್ದು ಎಂದು ಕೆಲವರು ಪ್ರತಿಪಾದಿಸಿದರು. ಈ ಹಿನ್ನೆಲೆಯಲ್ಲಿ ಭಕ್ತರು ಹಾಗೂ ಮಠದ ನಡುವೆ ವಾಗ್ವಾದ ನಡೆಯಿತು. ಬುಧವಾರ ರಾತ್ರಿ ಕೊಪ್ಪಳದ ರಾಯರ ಮಠದಲ್ಲಿ ಪ್ರವಚನ ನೀಡಿದ್ದೇವೆ. ಎಲ್ಲರಿಗೂ ಒಳಿತಾಗಲಿ. ಸುಬುಧೇಂದ್ರ ಸ್ವಾಮೀಜಿ, ರಾಯರ ಮಠ ನಿಗದಿಯಾಗಿದ್ದ ಕಾರ್ಯಕ್ರಮ ಮೊಟಕು: ಶ್ರೀಗಳು ಗುರುವಾರ ಸಾಮೂಹಿಕ ಪಾದಪೂಜೆ, ಮೂಲ ರಾಮದೇವರ ಪೂಜೆ, ಹೋಮ, ತೀರ್ಥಪ್ರಸಾದ ಮತ್ತು ಸಂಜೆ ಶುಭಾಶೀರ್ವಚನ ಕಾರ್ಯಕ್ರಮ ನಿಗದಿಯಾಗಿತ್ತು. ಇವುಗಳೆಲ್ಲವನ್ನೂ ಮೊಟಕುಗೊಳಿಸಲಾಯಿತು. [930,147,1499,608]
sign-makara: ಮಕರ ಕೆಲಸದ ಒತ್ತಡ ಹೆಚ್ಚು. ತಾಳ್ಮೆಯಿಂದ ವರ್ತಿಸಿ. ಕುಟುಂಬ ಸಹಕಾರ. [179,1351,300,1399]
horoscope-box [45,937,310,1877]
arrow-icon: ▶ [840,924,852,937]
gemini-icon [45,1223,61,1240]
day-label: ಶುಕ್ರವಾರ [1327,47,1375,67]
kiru-suddi: ☞ ಕಿರುಸುದ್ದಿ ಮನೆ ಬಾಗಿಲಿಗೇ 14 ದೇಗುಲಗಳ ಪ್ರಸಾದ: ಸಚಿವ ಬೆಂಗಳೂರು: ಹೊಸದಾಗಿ ಶ್ರೀಮನ್ನಾರಾಯಣ, ಕುಕ್ಕೆ ಸುಬ್ರಹ್ಮಣ್ಯ ಸೇರಿದಂತೆ ರಾಜ್ಯದಲ್ಲಿರುವ 14 ಪ್ರಸಿದ್ಧ ದೇವಾಲಯಗಳ ಪ್ರಸಾದವನ್ನು ಮನೆ ಬಾಗಿಲಿಗೆ ತಲುಪಿಸುವ ಯೋಜನೆ ಜಾರಿಗೆ ತರಲಾಗುವುದು ಎಂದು ಮುಜರಾಯಿ ಸಚಿವ ರಾಮಲಿಂಗಾರೆಡ್ಡಿ ತಿಳಿಸಿದರು. ಭಕ್ತರು ಆನ್‌ಲೈನ್ ಮೂಲಕ ಬುಕ್ ಮಾಡಿದರೆ ಅಂಚೆ ಇಲಾಖೆ ಸಹಯೋಗದಲ್ಲಿ ಪ್ರಸಾದ ತಲುಪಿಸಲಾಗುವುದು. ಈ ಯೋಜನೆಗೆ ಶೀಘ್ರದಲ್ಲೇ ಚಾಲನೆ ನೀಡಲಾಗುವುದು ಎಂದರು. [45,1893,310,2328]
city-label: ಹುಬ್ಬಳ್ಳಿ [1327,93,1361,109]
headline[interactable]: ಸಿಐಡಿ ತನಿಖೆಗೆ ಹನಿಟ್ರ್ಯಾಪ್ [1093,625,1362,662]
headline[interactable]: ಸ್ಮಾರ್ಟ್ ಮೀಟರ್ ಹಗರಣ ಜಾರ್ಜ್ ಮನೆ ಮುತ್ತಿಗೆ ಯತ್ನ [1221,1611,1482,1667]
